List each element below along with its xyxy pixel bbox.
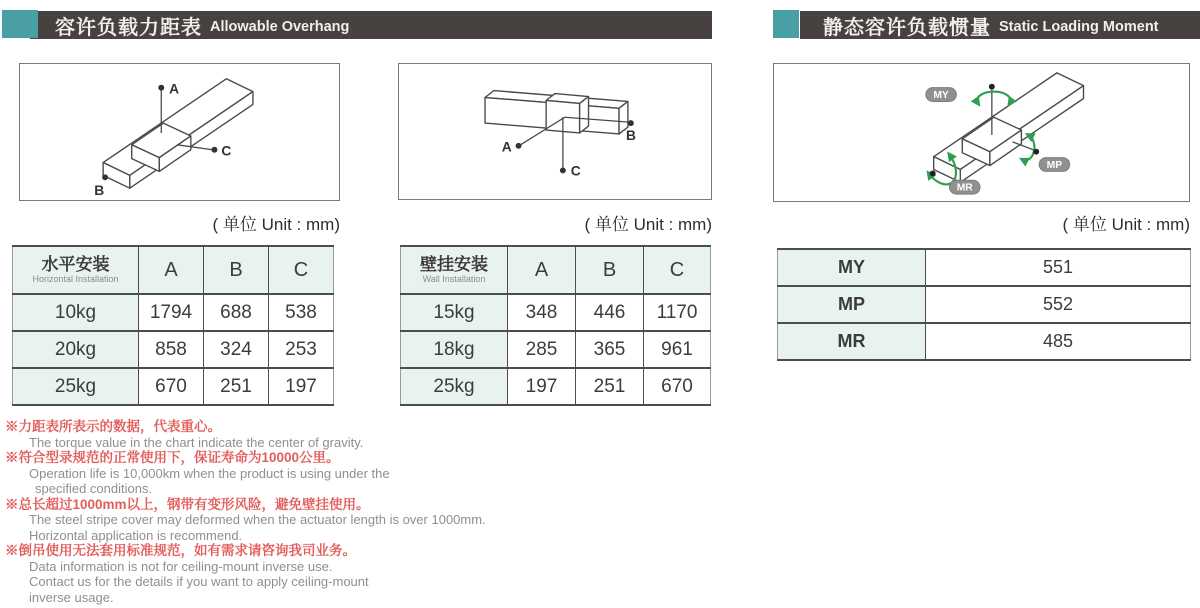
footnote-line: ※倒吊使用无法套用标准规范，如有需求请咨询我司业务。 <box>5 543 356 558</box>
left-header-accent-square <box>2 10 38 38</box>
load-cell: 25kg <box>401 368 508 405</box>
rail-top-face <box>934 73 1084 170</box>
moment-value-cell: 551 <box>926 249 1191 286</box>
point-a-dot <box>516 143 522 149</box>
moment-value-cell: 485 <box>926 323 1191 360</box>
table-row <box>401 294 711 331</box>
value-cell: 538 <box>269 294 334 331</box>
wall-installation-table <box>400 245 711 406</box>
left-section-header <box>30 11 712 39</box>
load-cell: 20kg <box>13 331 139 368</box>
point-c-dot <box>212 147 218 153</box>
value-cell: 251 <box>204 368 269 405</box>
table-row <box>778 286 1191 323</box>
load-cell: 18kg <box>401 331 508 368</box>
value-cell: 961 <box>644 331 711 368</box>
column-header: C <box>644 246 711 294</box>
footnote-line: Contact us for the details if you want to apply ceiling-mount <box>29 574 369 589</box>
horizontal-installation-table <box>12 245 334 406</box>
table-title-zh: 水平安装 <box>41 255 110 274</box>
footnote-line: The steel stripe cover may deformed when the actuator length is over 1000mm. <box>29 512 486 527</box>
value-cell: 670 <box>139 368 204 405</box>
footnote-line: ※总长超过1000mm以上，钢带有变形风险，避免壁挂使用。 <box>5 496 370 512</box>
value-cell: 365 <box>576 331 644 368</box>
table-title-en: Wall Installation <box>422 274 486 284</box>
static-loading-moment-table <box>777 248 1191 361</box>
footnote-line: ※符合型录规范的正常使用下，保证寿命为10000公里。 <box>5 450 340 465</box>
table-title-cell <box>13 246 139 294</box>
table-title-en: Horizontal Installation <box>32 274 119 284</box>
badge-my-label: MY <box>933 90 949 102</box>
column-header: A <box>508 246 576 294</box>
value-cell: 670 <box>644 368 711 405</box>
moment-value-cell: 552 <box>926 286 1191 323</box>
label-a: A <box>501 139 512 155</box>
point-mr-dot <box>930 170 936 176</box>
table-row <box>13 368 334 405</box>
footnote-line: The torque value in the chart indicate the center of gravity. <box>29 434 364 450</box>
table-row <box>778 249 1191 286</box>
column-header: C <box>269 246 334 294</box>
point-a-dot <box>158 85 164 91</box>
right-header-accent-square <box>773 10 799 38</box>
label-c: C <box>570 163 581 179</box>
footnote-line: Data information is not for ceiling-mount inverse use. <box>29 558 333 574</box>
moment-label-cell: MR <box>778 323 926 360</box>
value-cell: 1170 <box>644 294 711 331</box>
badge-mp-label: MP <box>1046 159 1063 171</box>
table-title-cell <box>401 246 508 294</box>
left-header-title-zh: 容许负载力距表 <box>55 16 202 39</box>
label-a: A <box>169 81 180 97</box>
diagram-horizontal-installation <box>19 63 340 201</box>
point-b-dot <box>102 174 108 180</box>
badge-mr-label: MR <box>956 182 973 194</box>
moment-label-cell: MP <box>778 286 926 323</box>
value-cell: 348 <box>508 294 576 331</box>
table-row <box>13 294 334 331</box>
table-header-row <box>13 246 334 294</box>
column-header: B <box>204 246 269 294</box>
actuator-isometric-drawing <box>20 64 339 200</box>
moment-axes-drawing <box>774 64 1189 201</box>
table-row <box>778 323 1191 360</box>
unit-label-1: ( 单位 Unit : mm) <box>212 215 340 234</box>
label-b: B <box>625 127 636 143</box>
left-header-title-en: Allowable Overhang <box>210 19 350 35</box>
column-header: A <box>139 246 204 294</box>
point-my-dot <box>989 84 995 90</box>
right-header-title-zh: 静态容许负载惯量 <box>823 16 991 39</box>
point-b-dot <box>628 120 634 126</box>
table-row <box>401 368 711 405</box>
slider-side-face <box>580 97 589 133</box>
footnote-line: ※力距表所表示的数据，代表重心。 <box>5 419 221 434</box>
right-section-header <box>800 11 1200 39</box>
value-cell: 197 <box>269 368 334 405</box>
footnote-line: inverse usage. <box>29 589 114 605</box>
load-cell: 15kg <box>401 294 508 331</box>
unit-label-2: ( 单位 Unit : mm) <box>584 215 712 234</box>
value-cell: 446 <box>576 294 644 331</box>
value-cell: 285 <box>508 331 576 368</box>
point-mp-dot <box>1033 149 1039 155</box>
load-cell: 10kg <box>13 294 139 331</box>
value-cell: 324 <box>204 331 269 368</box>
unit-label-3: ( 单位 Unit : mm) <box>1062 215 1190 234</box>
moment-label-cell: MY <box>778 249 926 286</box>
value-cell: 688 <box>204 294 269 331</box>
value-cell: 253 <box>269 331 334 368</box>
label-c: C <box>221 143 232 159</box>
column-header: B <box>576 246 644 294</box>
footnote-line: Operation life is 10,000km when the product is using under the <box>29 465 390 481</box>
value-cell: 858 <box>139 331 204 368</box>
diagram-static-loading-moment <box>773 63 1190 202</box>
footnotes-block <box>5 419 705 605</box>
value-cell: 251 <box>576 368 644 405</box>
rotation-arrow-my <box>977 92 1011 104</box>
footnote-line: specified conditions. <box>35 481 153 496</box>
table-row <box>13 331 334 368</box>
actuator-wall-drawing <box>399 64 711 199</box>
table-row <box>401 331 711 368</box>
diagram-wall-installation <box>398 63 712 200</box>
right-header-title-en: Static Loading Moment <box>999 19 1159 35</box>
table-title-zh: 壁挂安装 <box>420 255 488 274</box>
value-cell: 1794 <box>139 294 204 331</box>
value-cell: 197 <box>508 368 576 405</box>
point-c-dot <box>560 167 566 173</box>
table-header-row <box>401 246 711 294</box>
footnote-line: Horizontal application is recommend. <box>29 527 243 543</box>
load-cell: 25kg <box>13 368 139 405</box>
label-b: B <box>94 183 105 199</box>
